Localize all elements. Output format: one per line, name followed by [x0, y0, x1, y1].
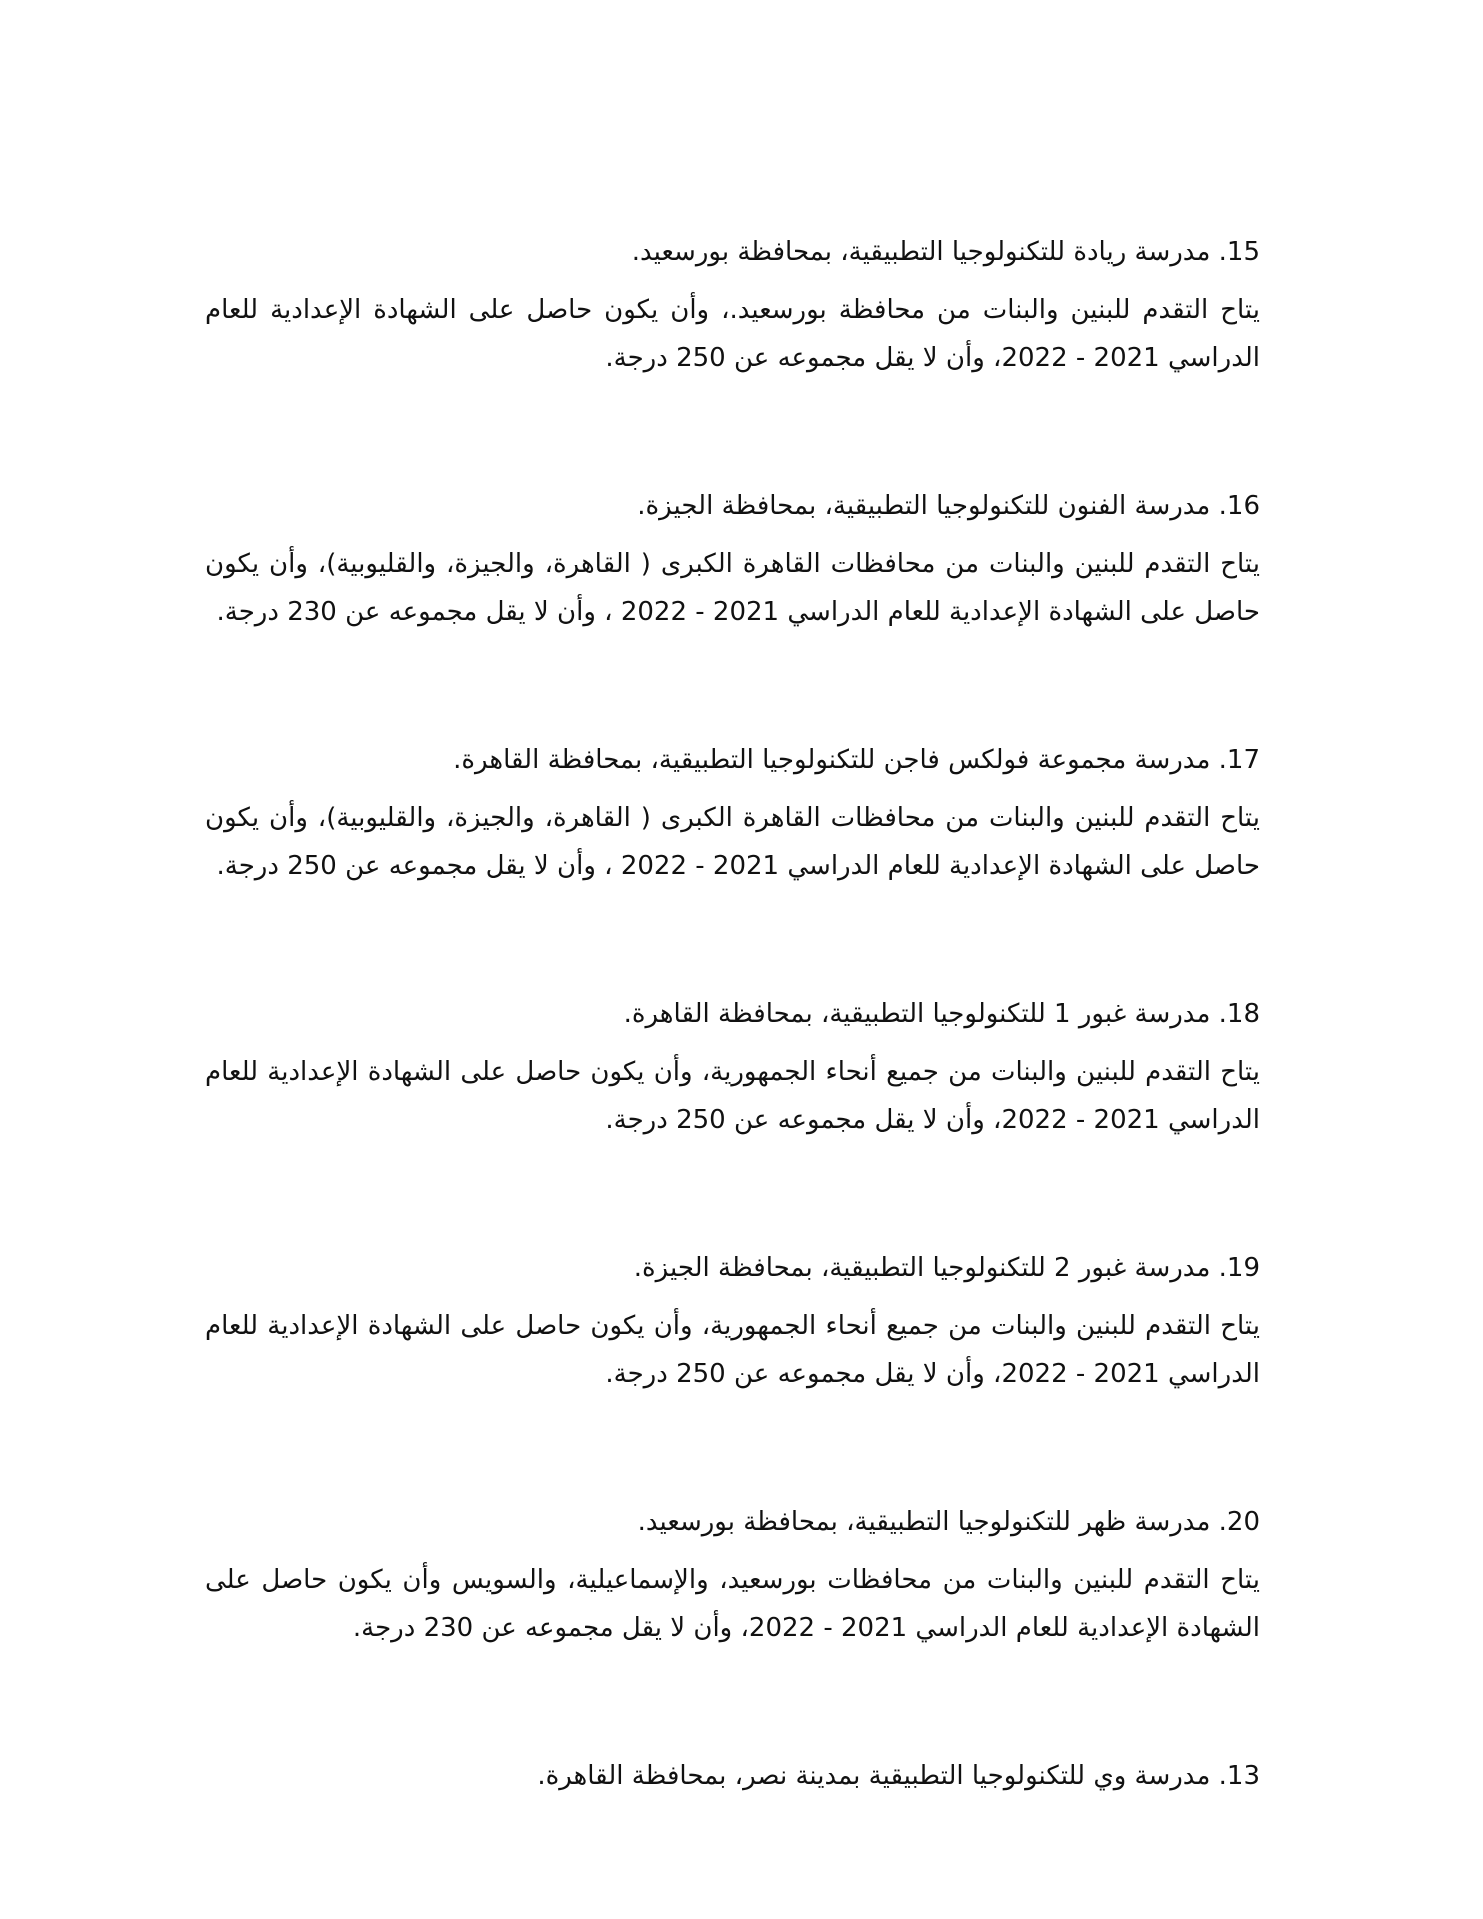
school-heading-17: 17. مدرسة مجموعة فولكس فاجن للتكنولوجيا التطبيقية، بمحافظة القاهرة.: [453, 745, 1260, 775]
school-heading-16: 16. مدرسة الفنون للتكنولوجيا التطبيقية، بمحافظة الجيزة.: [637, 491, 1260, 521]
document-page: [205, 228, 1260, 1810]
school-heading-15: 15. مدرسة ريادة للتكنولوجيا التطبيقية، بمحافظة بورسعيد.: [631, 237, 1260, 267]
section-spacer: [205, 636, 1260, 736]
section-spacer: [205, 1398, 1260, 1498]
school-description-16: يتاح التقدم للبنين والبنات من محافظات القاهرة الكبرى ( القاهرة، والجيزة، والقليوبية)، وأن يكون حاصل على الشهادة الإعدادية للعام الدراسي 2021 - 2022 ، وأن لا يقل مجموعه عن 230 درجة.: [205, 549, 1260, 627]
school-description-19: يتاح التقدم للبنين والبنات من جميع أنحاء الجمهورية، وأن يكون حاصل على الشهادة الإعدادية للعام الدراسي 2021 - 2022، وأن لا يقل مجموعه عن 250 درجة.: [205, 1311, 1260, 1389]
school-heading-13: 13. مدرسة وي للتكنولوجيا التطبيقية بمدينة نصر، بمحافظة القاهرة.: [537, 1761, 1260, 1791]
school-description-15: يتاح التقدم للبنين والبنات من محافظة بورسعيد.، وأن يكون حاصل على الشهادة الإعدادية للعام الدراسي 2021 - 2022، وأن لا يقل مجموعه عن 250 درجة.: [205, 295, 1260, 373]
school-heading-18: 18. مدرسة غبور 1 للتكنولوجيا التطبيقية، بمحافظة القاهرة.: [623, 999, 1260, 1029]
school-section-19: [205, 1244, 1260, 1398]
school-section-16: [205, 482, 1260, 636]
section-spacer: [205, 382, 1260, 482]
school-description-20: يتاح التقدم للبنين والبنات من محافظات بورسعيد، والإسماعيلية، والسويس وأن يكون حاصل على الشهادة الإعدادية للعام الدراسي 2021 - 2022، وأن لا يقل مجموعه عن 230 درجة.: [205, 1565, 1260, 1643]
school-description-17: يتاح التقدم للبنين والبنات من محافظات القاهرة الكبرى ( القاهرة، والجيزة، والقليوبية)، وأن يكون حاصل على الشهادة الإعدادية للعام الدراسي 2021 - 2022 ، وأن لا يقل مجموعه عن 250 درجة.: [205, 803, 1260, 881]
school-heading-19: 19. مدرسة غبور 2 للتكنولوجيا التطبيقية، بمحافظة الجيزة.: [633, 1253, 1260, 1283]
section-spacer: [205, 890, 1260, 990]
school-section-17: [205, 736, 1260, 890]
section-spacer: [205, 1652, 1260, 1752]
school-description-18: يتاح التقدم للبنين والبنات من جميع أنحاء الجمهورية، وأن يكون حاصل على الشهادة الإعدادية للعام الدراسي 2021 - 2022، وأن لا يقل مجموعه عن 250 درجة.: [205, 1057, 1260, 1135]
school-section-13: [205, 1752, 1260, 1800]
school-section-20: [205, 1498, 1260, 1652]
school-heading-20: 20. مدرسة ظهر للتكنولوجيا التطبيقية، بمحافظة بورسعيد.: [637, 1507, 1260, 1537]
section-spacer: [205, 1144, 1260, 1244]
school-section-15: [205, 228, 1260, 382]
school-section-18: [205, 990, 1260, 1144]
